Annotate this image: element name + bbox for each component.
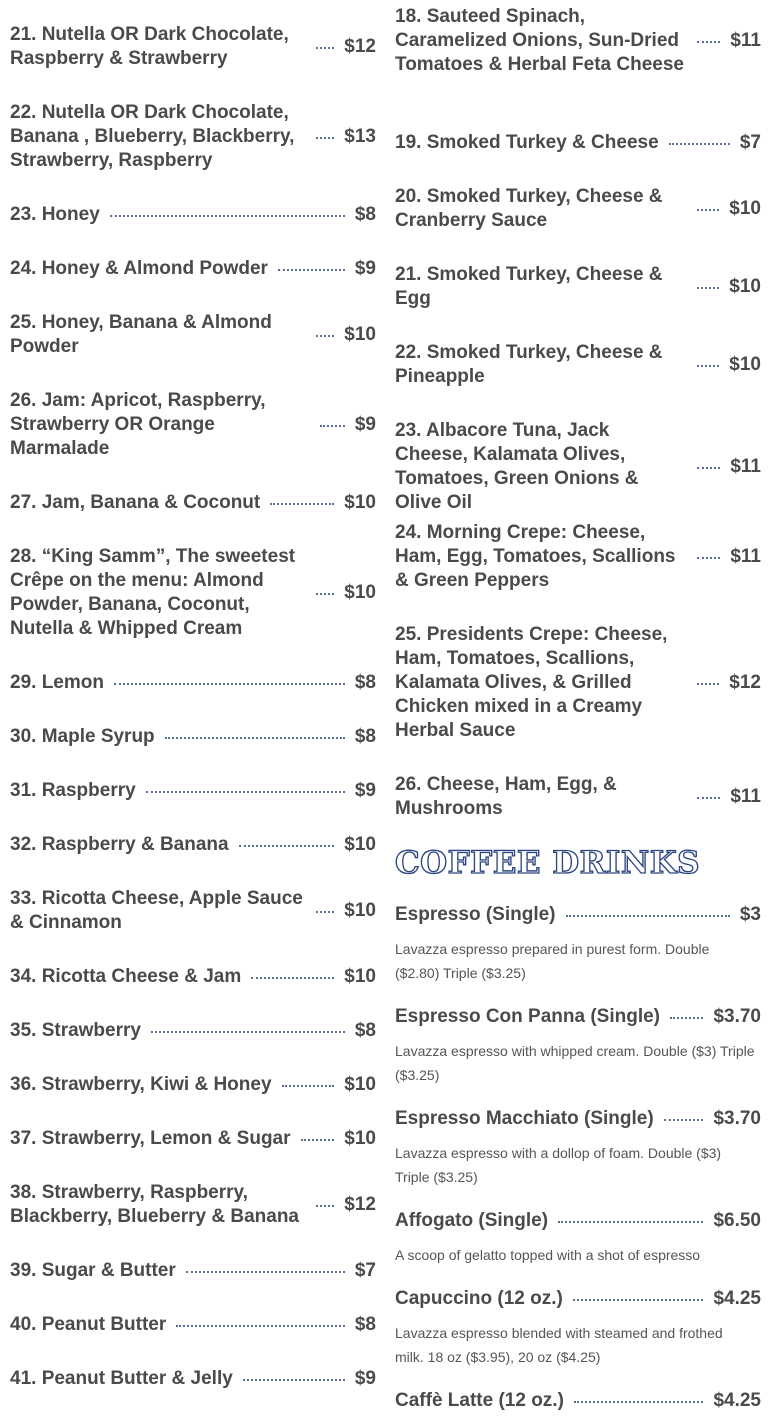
dot-leader [697,557,720,559]
drink-item-description: Lavazza espresso blended with steamed and frothed milk. 18 oz ($3.95), 20 oz ($4.25) [395,1325,723,1365]
menu-item-price: $9 [354,414,376,435]
drink-item [395,1005,761,1029]
menu-item [395,623,761,743]
menu-item [10,965,376,989]
menu-item-price: $10 [729,198,761,219]
menu-item-price: $10 [344,492,376,513]
dot-leader [316,335,334,337]
menu-item-price: $12 [344,36,376,57]
dot-leader [573,1299,704,1301]
menu-item [10,833,376,857]
drink-item-name: Espresso Macchiato (Single) [395,1108,654,1129]
dot-leader [176,1325,345,1327]
menu-item-price: $7 [354,1260,376,1281]
menu-item-price: $11 [730,30,761,51]
menu-item [395,341,761,389]
drink-item [395,1287,761,1311]
dot-leader [165,737,345,739]
dot-leader [251,977,334,979]
menu-item-name: 24. Morning Crepe: Cheese, Ham, Egg, Tomatoes, Scallions & Green Peppers [395,522,676,591]
menu-item-name: 25. Honey, Banana & Almond Powder [10,312,272,357]
drink-item-name: Capuccino (12 oz.) [395,1288,563,1309]
drink-item-description: A scoop of gelatto topped with a shot of espresso [395,1247,701,1263]
dot-leader [270,503,334,505]
menu-item-name: 19. Smoked Turkey & Cheese [395,132,659,153]
menu-item [395,5,761,77]
menu-item-price: $10 [344,900,376,921]
menu-item-name: 37. Strawberry, Lemon & Sugar [10,1128,291,1149]
menu-item-price: $8 [354,726,376,747]
menu-item [10,725,376,749]
menu-item [395,263,761,311]
dot-leader [114,683,345,685]
menu-item-price: $10 [344,834,376,855]
menu-item-name: 20. Smoked Turkey, Cheese & Cranberry Sauce [395,186,663,231]
menu-item-name: 32. Raspberry & Banana [10,834,229,855]
menu-item-name: 23. Albacore Tuna, Jack Cheese, Kalamata Olives, Tomatoes, Green Onions & Olive Oil [395,420,639,513]
menu-item-price: $10 [344,324,376,345]
menu-item-name: 39. Sugar & Butter [10,1260,176,1281]
drink-item-name: Affogato (Single) [395,1210,549,1231]
dot-leader [669,143,730,145]
menu-item [10,1313,376,1337]
menu-item-price: $12 [344,1194,376,1215]
menu-item-price: $10 [729,354,761,375]
dot-leader [664,1119,704,1121]
menu-item-price: $10 [344,1128,376,1149]
menu-item-price: $11 [730,546,761,567]
dot-leader [697,467,720,469]
dot-leader [566,915,730,917]
menu-item [10,779,376,803]
dot-leader [282,1085,335,1087]
menu-item-name: 40. Peanut Butter [10,1314,167,1335]
drink-item-description: Lavazza espresso with whipped cream. Double ($3) Triple ($3.25) [395,1043,755,1083]
menu-item-price: $10 [344,1074,376,1095]
dot-leader [697,683,719,685]
menu-item [10,545,376,641]
menu-item [10,311,376,359]
drink-item-price: $4.25 [713,1288,761,1309]
drink-item-name: Espresso (Single) [395,904,556,925]
drink-item-description: Lavazza espresso with a dollop of foam. Double ($3) Triple ($3.25) [395,1145,722,1185]
drink-item-description: Lavazza espresso prepared in purest form. Double ($2.80) Triple ($3.25) [395,941,710,981]
dot-leader [316,911,334,913]
menu-item-name: 38. Strawberry, Raspberry, Blackberry, Blueberry & Banana [10,1182,299,1227]
dot-leader [574,1401,704,1403]
drink-item [395,1389,761,1413]
drink-item [395,903,761,927]
menu-item-price: $10 [344,582,376,603]
menu-item-name: 22. Nutella OR Dark Chocolate, Banana , Blueberry, Blackberry, Strawberry, Raspberry [10,102,295,171]
menu-item-name: 25. Presidents Crepe: Cheese, Ham, Tomatoes, Scallions, Kalamata Olives, & Grilled Chicken mixed in a Creamy Herbal Sauce [395,624,668,741]
dot-leader [239,845,335,847]
menu-item [395,419,761,515]
menu-item [10,101,376,173]
menu-item-name: 35. Strawberry [10,1020,141,1041]
drink-item-price: $3.70 [713,1006,761,1027]
menu-item-price: $8 [354,1314,376,1335]
menu-item-name: 30. Maple Syrup [10,726,155,747]
drink-item-price: $3 [739,904,761,925]
menu-item-name: 33. Ricotta Cheese, Apple Sauce & Cinnamon [10,888,303,933]
dot-leader [110,215,345,217]
dot-leader [186,1271,345,1273]
dot-leader [146,791,345,793]
drink-item [395,1209,761,1233]
dot-leader [316,47,334,49]
menu-item [395,773,761,821]
menu-item [10,491,376,515]
dot-leader [697,287,719,289]
menu-item-price: $9 [354,780,376,801]
dot-leader [697,797,720,799]
menu-item [395,521,761,593]
drink-item-price: $4.25 [713,1390,761,1411]
dot-leader [320,425,345,427]
menu-item-name: 23. Honey [10,204,100,225]
menu-item-name: 22. Smoked Turkey, Cheese & Pineapple [395,342,663,387]
dot-leader [316,137,334,139]
menu-item [10,1181,376,1229]
menu-item-name: 26. Cheese, Ham, Egg, & Mushrooms [395,774,617,819]
menu-item-price: $7 [739,132,761,153]
dot-leader [697,41,720,43]
menu-item-name: 18. Sauteed Spinach, Caramelized Onions, Sun-Dried Tomatoes & Herbal Feta Cheese [395,6,684,75]
menu-item [10,1019,376,1043]
dot-leader [316,593,334,595]
menu-item-price: $8 [354,204,376,225]
menu-item-name: 28. “King Samm”, The sweetest Crêpe on the menu: Almond Powder, Banana, Coconut, Nutella & Whipped Cream [10,546,296,639]
menu-item-name: 41. Peanut Butter & Jelly [10,1368,233,1389]
dot-leader [670,1017,703,1019]
dot-leader [278,269,345,271]
dot-leader [301,1139,335,1141]
drink-item-price: $3.70 [713,1108,761,1129]
menu-item [10,257,376,281]
menu-item [10,671,376,695]
drink-item-name: Espresso Con Panna (Single) [395,1006,660,1027]
menu-item [10,887,376,935]
menu-item-name: 31. Raspberry [10,780,136,801]
menu-item-name: 26. Jam: Apricot, Raspberry, Strawberry OR Orange Marmalade [10,390,266,459]
menu-item-price: $12 [729,672,761,693]
menu-item [10,23,376,71]
menu-item [10,203,376,227]
menu-item [395,131,761,155]
dot-leader [558,1221,703,1223]
menu-item-name: 34. Ricotta Cheese & Jam [10,966,242,987]
dot-leader [151,1031,345,1033]
menu-item-price: $11 [730,786,761,807]
dot-leader [316,1205,334,1207]
menu-item [395,185,761,233]
menu-item-name: 27. Jam, Banana & Coconut [10,492,261,513]
dot-leader [697,365,719,367]
menu-item-price: $9 [354,1368,376,1389]
menu-item-price: $11 [730,456,761,477]
section-title-coffee-drinks: COFFEE DRINKS [395,845,701,881]
menu-item-price: $8 [354,672,376,693]
menu-item [10,1259,376,1283]
menu-item-name: 36. Strawberry, Kiwi & Honey [10,1074,272,1095]
dot-leader [243,1379,345,1381]
drink-item-price: $6.50 [713,1210,761,1231]
menu-item [10,1367,376,1391]
menu-item-price: $10 [344,966,376,987]
drink-item-name: Caffè Latte (12 oz.) [395,1390,564,1411]
menu-item [10,1073,376,1097]
menu-item-price: $8 [354,1020,376,1041]
dot-leader [697,209,719,211]
drink-item [395,1107,761,1131]
menu-item-name: 29. Lemon [10,672,104,693]
menu-item-name: 21. Smoked Turkey, Cheese & Egg [395,264,663,309]
menu-item-price: $13 [344,126,376,147]
menu-item-name: 21. Nutella OR Dark Chocolate, Raspberry & Strawberry [10,24,289,69]
menu-item [10,1127,376,1151]
menu-item [10,389,376,461]
menu-item-price: $10 [729,276,761,297]
menu-item-name: 24. Honey & Almond Powder [10,258,268,279]
menu-item-price: $9 [354,258,376,279]
